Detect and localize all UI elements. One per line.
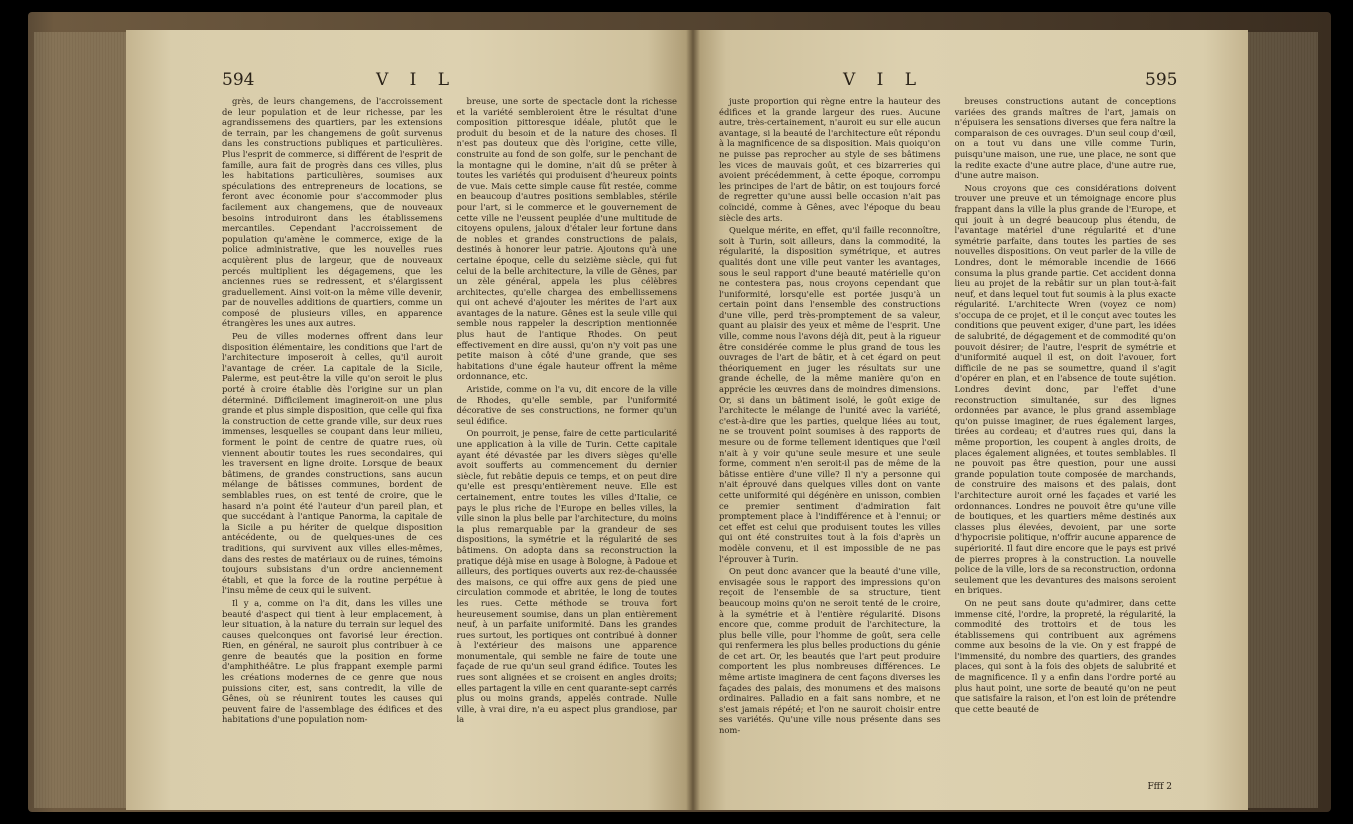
paragraph: grès, de leurs changemens, de l'accroissement de leur population et de leur richesse, par les agrandissemens des quartiers, par les extensions de terrain, par les changemens de goût survenus dans les constructions publiques et particulières. Plus l'esprit de commerce, si différent de l'esprit de famille, aura fait de progrès dans ces villes, plus les habitations particulières, soumises aux spéculations des entrepreneurs de locations, se feront avec économie pour s'accommoder plus facilement aux changemens, que de nouveaux besoins introduiront dans les établissemens mercantiles. Cependant l'accroissement de population qu'amène le commerce, exige de la police administrative, que les nouvelles rues acquièrent plus de largeur, que de nouveaux percés multiplient les dégagemens, que les anciennes rues se redressent, et s'élargissent graduellement. Ainsi voit-on la même ville devenir, par de nouvelles additions de quartiers, comme un composé de plusieurs villes, en apparence étrangères les unes aux autres. xyxy=(222,96,443,329)
right-running-head: V I L xyxy=(843,70,925,90)
paragraph: Quelque mérite, en effet, qu'il faille reconnoître, soit à Turin, soit ailleurs, dans la commodité, la régularité, la disposition symétrique, et autres qualités dont une ville peut vanter les avantages, sous le seul rapport d'une beauté matérielle qu'on ne contestera pas, nous croyons cependant que l'uniformité, lorsqu'elle est portée jusqu'à un certain point dans l'ensemble des constructions d'une ville, perd très-promptement de sa valeur, quant au plaisir des yeux et même de l'esprit. Une ville, comme nous l'avons déjà dit, peut à la rigueur être considérée comme le plus grand de tous les ouvrages de l'art de bâtir, et à cet égard on peut théoriquement en juger les résultats sur une grande échelle, de la même manière qu'on en apprécie les œuvres dans de moindres dimensions. Or, si dans un bâtiment isolé, le goût exige de l'architecte le mélange de l'unité avec la variété, c'est-à-dire que les parties, quelque liées au tout, ne se trouvent point soumises à des rapports de mesure ou de forme tellement identiques que l'œil n'ait à y voir qu'une seule mesure et une seule forme, comment n'en seroit-il pas de même de la bâtisse entière d'une ville? Il n'y a personne qui n'ait éprouvé dans quelques villes dont on vante cette uniformité qui dégénère en unisson, combien ce premier sentiment d'admiration fait promptement place à l'indifférence et à l'ennui; or cet effet est celui que produisent toutes les villes qui ont été construites tout à la fois d'après un modèle convenu, et il est impossible de ne pas l'éprouver à Turin. xyxy=(719,225,941,564)
paragraph: juste proportion qui règne entre la hauteur des édifices et la grande largeur des rues. Aucune autre, très-certainement, n'auroit eu sur elle aucun avantage, si la beauté de l'architecture eût répondu à la magnificence de sa disposition. Mais quoiqu'on ne puisse pas reprocher au style de ses bâtimens les vices de mauvais goût, et ces bizarreries qui avoient précédemment, à cette époque, corrompu les principes de l'art de bâtir, on est toujours forcé de regretter qu'une aussi belle occasion n'ait pas coïncidé, comme à Gênes, avec l'époque du beau siècle des arts. xyxy=(719,96,941,223)
paragraph: On peut donc avancer que la beauté d'une ville, envisagée sous le rapport des impressions qu'on reçoit de l'ensemble de sa structure, tient beaucoup moins qu'on ne seroit tenté de le croire, à la symétrie et à l'entière régularité. Disons encore que, comme produit de l'architecture, la plus belle ville, pour l'homme de goût, sera celle qui renfermera les plus belles productions du génie de cet art. Or, les beautés que l'art peut produire comportent les plus nombreuses différences. Le même artiste imaginera de cent façons diverses les façades des palais, des monumens et des maisons ordinaires. Palladio en a fait sans nombre, et ne s'est jamais répété; et l'on ne sauroit choisir entre ses variétés. Qu'une ville nous présente dans ses nom- xyxy=(719,566,941,736)
right-column-1 xyxy=(719,96,941,796)
paragraph: Aristide, comme on l'a vu, dit encore de la ville de Rhodes, qu'elle semble, par l'uniformité décorative de ses constructions, ne former qu'un seul édifice. xyxy=(456,384,677,426)
catchword: Ffff 2 xyxy=(1147,782,1172,792)
paragraph: Il y a, comme on l'a dit, dans les villes une beauté d'aspect qui tient à leur emplacement, à leur situation, à la nature du terrain sur lequel des causes quelconques ont favorisé leur érection. Rien, en général, ne sauroit plus contribuer à ce genre de beautés que la position en forme d'amphithéâtre. Le plus frappant exemple parmi les créations modernes de ce genre que nous puissions citer, est, sans contredit, la ville de Gênes, où se réunirent toutes les causes qui peuvent faire de l'assemblage des édifices et des habitations d'une population nom- xyxy=(222,597,443,725)
right-column-2 xyxy=(955,96,1177,796)
paragraph: Nous croyons que ces considérations doivent trouver une preuve et un témoignage encore plus frappant dans la ville la plus grande de l'Europe, et qui jouit à un degré beaucoup plus étendu, de l'avantage matériel d'une régularité et d'une symétrie parfaite, dans toutes les parties de ses nouvelles dispositions. On veut parler de la ville de Londres, dont le mémorable incendie de 1666 consuma la plus grande partie. Cet accident donna lieu au projet de la rebâtir sur un plan tout-à-fait neuf, et dans lequel tout fut soumis à la plus exacte régularité. L'architecte Wren (voyez ce nom) s'occupa de ce projet, et il le conçut avec toutes les conditions que peuvent exiger, d'une part, les idées de salubrité, de dégagement et de commodité qu'on pouvoit désirer; de l'autre, l'esprit de symétrie et d'uniformité auquel il est, on doit l'avouer, fort difficile de ne pas se soumettre, quand il s'agit d'opérer en plan, et en l'absence de toute sujétion. Londres devint donc, par l'effet d'une reconstruction simultanée, sur des lignes ordonnées par avance, le plus grand assemblage qu'on puisse imaginer, de rues également larges, tirées au cordeau; et d'autres rues qui, dans la même proportion, les coupent à angles droits, de places également alignées, et toutes semblables. Il ne pouvoit pas être question, pour une aussi grande population toute composée de marchands, de construire des maisons et des palais, dont l'architecture auroit orné les façades et varié les ordonnances. Londres ne pouvoit être qu'une ville de boutiques, et les quartiers même destinés aux classes plus élevées, devoient, par une sorte d'hypocrisie politique, n'offrir aucune apparence de supériorité. Il faut dire encore que le pays est privé de pierres propres à la construction. La nouvelle police de la ville, lors de sa reconstruction, ordonna seulement que les devantures des maisons seroient en briques. xyxy=(954,182,1176,596)
paragraph: Peu de villes modernes offrent dans leur disposition élémentaire, les conditions que l'art de l'architecture imposeroit à celles, qu'il auroit l'avantage de créer. La capitale de la Sicile, Palerme, est peut-être la ville qu'on seroit le plus porté à croire établie dès l'origine sur un plan déterminé. Difficilement imagineroit-on une plus grande et plus simple disposition, que celle qui fixa la construction de cette grande ville, sur deux rues immenses, lesquelles se coupant dans leur milieu, forment le point de centre de quatre rues, où viennent aboutir toutes les rues secondaires, qui les traversent en ligne droite. Lorsque de beaux bâtimens, de grandes constructions, sans aucun mélange de bâtisses communes, bordent de semblables rues, on est tenté de croire, que le hasard n'a point été l'auteur d'un pareil plan, et que succédant à l'antique Panorma, la capitale de la Sicile a pu hériter de quelque disposition antécédente, ou de quelques-unes de ces traditions, qui survivent aux villes elles-mêmes, dans des restes de matériaux ou de ruines, témoins toujours subsistans d'un ordre anciennement établi, et que la force de la routine perpétue à l'insu même de ceux qui le suivent. xyxy=(222,331,443,596)
right-page-number: 595 xyxy=(1145,70,1178,90)
page-edges-left xyxy=(34,32,126,808)
paragraph: breuse, une sorte de spectacle dont la richesse et la variété sembleroient être le résultat d'une composition pittoresque idéale, plutôt que le produit du besoin et de la nature des choses. Il n'est pas douteux que dès l'origine, cette ville, construite au fond de son golfe, sur le penchant de la montagne qui le domine, n'ait dû se prêter à toutes les variétés qui produisent d'heureux points de vue. Mais cette simple cause fût restée, comme en beaucoup d'autres positions semblables, stérile pour l'art, si le commerce et le gouvernement de cette ville ne l'eussent peuplée d'une multitude de citoyens opulens, jaloux d'étaler leur fortune dans de nobles et grandes constructions de palais, destinés à honorer leur patrie. Ajoutons qu'à une certaine époque, celle du seizième siècle, qui fut celui de la belle architecture, la ville de Gênes, par un zèle général, appela les plus célèbres architectes, qu'elle chargea des embellissemens qui ont achevé d'ajouter les mérites de l'art aux avantages de la nature. Gênes est la seule ville qui semble nous rappeler la description mentionnée plus haut de l'antique Rhodes. On peut effectivement en dire aussi, qu'on n'y voit pas une petite maison à côté d'une grande, que ses habitations d'une égale hauteur offrent la même ordonnance, etc. xyxy=(456,96,677,382)
left-running-head: V I L xyxy=(376,70,458,90)
left-page-number: 594 xyxy=(222,70,255,90)
open-book xyxy=(28,12,1331,812)
left-column-2 xyxy=(457,96,678,796)
left-page xyxy=(126,30,693,810)
page-edges-right xyxy=(1248,32,1318,808)
right-page-columns xyxy=(719,96,1176,796)
paragraph: On pourroit, je pense, faire de cette particularité une application à la ville de Turin. Cette capitale ayant été dévastée par les divers sièges qu'elle avoit soufferts au commencement du dernier siècle, fut rebâtie depuis ce temps, et on peut dire qu'elle est presqu'entièrement neuve. Elle est certainement, entre toutes les villes d'Italie, ce pays le plus riche de l'Europe en belles villes, la ville sinon la plus belle par l'architecture, du moins la plus remarquable par la grandeur de ses dispositions, la symétrie et la régularité de ses bâtimens. On adopta dans sa reconstruction la pratique déjà mise en usage à Bologne, à Padoue et ailleurs, des portiques ouverts aux rez-de-chaussée des maisons, ce qui offre aux gens de pied une circulation commode et abritée, le long de toutes les rues. Cette méthode se trouva fort heureusement soumise, dans un plan entièrement neuf, à un parfaite uniformité. Dans les grandes rues surtout, les portiques ont contribué à donner à l'extérieur des maisons une apparence monumentale, qui semble ne faire de toute une façade de rue qu'un seul grand édifice. Toutes les rues sont alignées et se croisent en angles droits; elles partagent la ville en cent quarante-sept carrés plus ou moins grands, appelés contrade. Nulle ville, à vrai dire, n'a eu aspect plus grandiose, par la xyxy=(456,428,677,725)
paragraph: breuses constructions autant de conceptions variées des grands maîtres de l'art, jamais on n'épuisera les sensations diverses que fera naître la comparaison de ces ouvrages. D'un seul coup d'œil, on a tout vu dans une ville comme Turin, puisqu'une maison, une rue, une place, ne sont que la redite exacte d'une autre place, d'une autre rue, d'une autre maison. xyxy=(954,96,1176,181)
left-column-1 xyxy=(222,96,443,796)
right-page xyxy=(693,30,1248,810)
left-page-columns xyxy=(222,96,677,796)
paragraph: On ne peut sans doute qu'admirer, dans cette immense cité, l'ordre, la propreté, la régularité, la commodité des trottoirs et de tous les établissemens qui contribuent aux agrémens comme aux besoins de la vie. On y est frappé de l'immensité, du nombre des quartiers, des grandes places, qui sont à la fois des objets de salubrité et de magnificence. Il y a enfin dans l'ordre porté au plus haut point, une sorte de beauté qu'on ne peut que satisfaire la raison, et l'on est loin de prétendre que cette beauté de xyxy=(954,597,1176,714)
